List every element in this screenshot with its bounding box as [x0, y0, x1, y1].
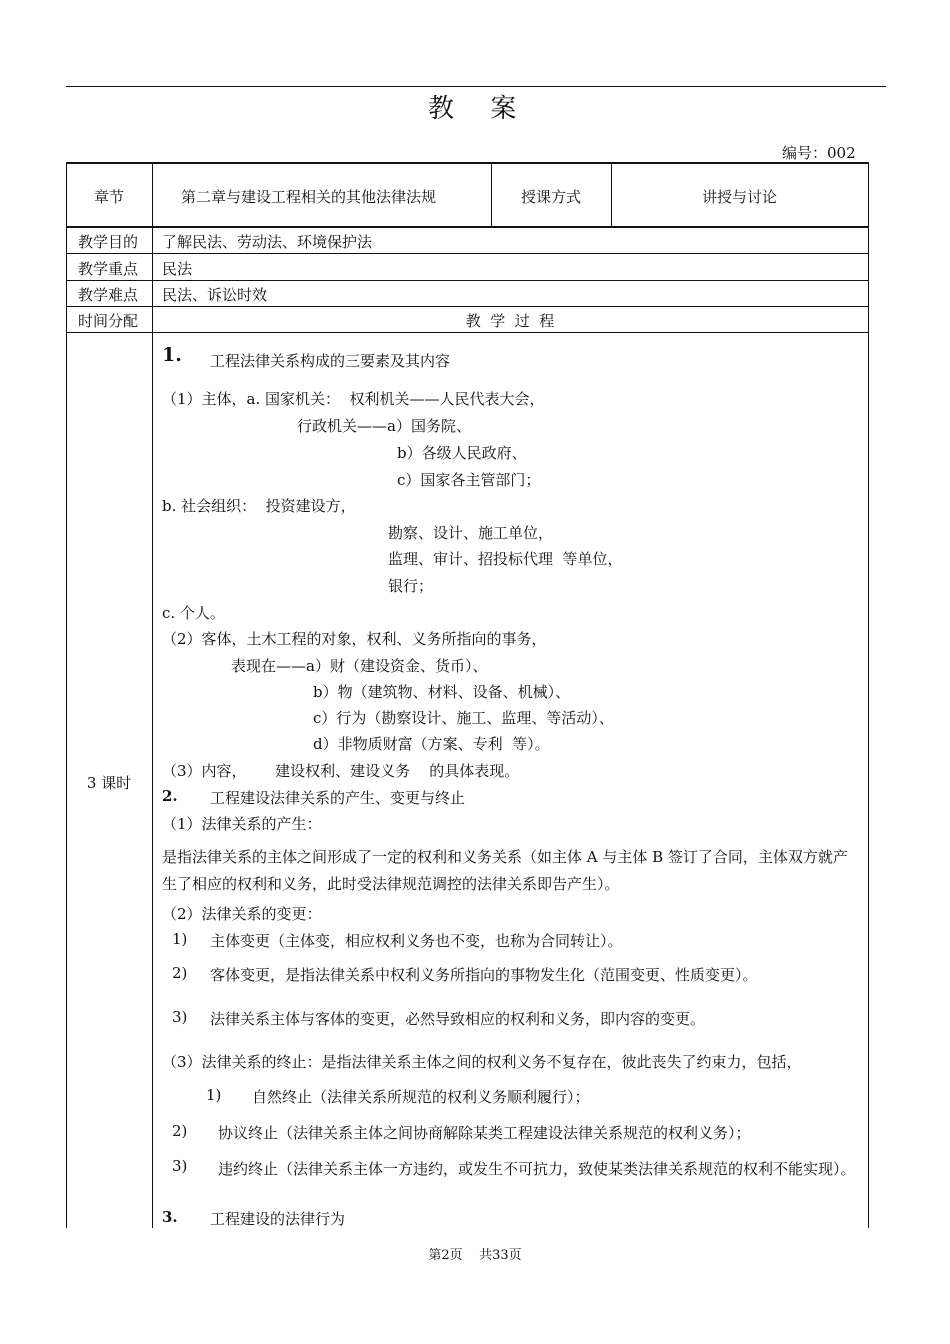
- paragraph: 是指法律关系的主体之间形成了一定的权利和义务关系（如主体 A 与主体 B 签订了合同，主体双方就产生了相应的权利和义务，此时受法律规范调控的法律关系即告产生）。: [162, 848, 848, 893]
- text-line: （2）法律关系的变更：: [162, 905, 322, 923]
- section-1-title: 工程法律关系构成的三要素及其内容: [210, 352, 451, 370]
- list-number: 3): [172, 1157, 188, 1175]
- text-line: 勘察、设计、施工单位，: [388, 524, 554, 542]
- text-line: 银行；: [388, 577, 434, 595]
- text-line: （1）主体，a. 国家机关： 权利机关——人民代表大会，: [162, 390, 545, 408]
- method-value: 讲授与讨论: [701, 188, 777, 206]
- table-rule: [66, 253, 869, 254]
- section-2-number: 2.: [162, 787, 178, 805]
- row-value-focus: 民法: [162, 260, 193, 278]
- table-rule: [66, 306, 869, 307]
- table-rule: [66, 226, 869, 228]
- time-allocation: 3 课时: [86, 774, 132, 792]
- text-line: c）国家各主管部门；: [397, 471, 541, 489]
- row-label-difficulty: 教学难点: [78, 286, 139, 304]
- text-line: （3）法律关系的终止：是指法律关系主体之间的权利义务不复存在，彼此丧失了约束力，包括，: [162, 1053, 802, 1071]
- text-line: （2）客体，土木工程的对象，权利、义务所指向的事务，: [162, 630, 547, 648]
- text-line: d）非物质财富（方案、专利 等）。: [313, 735, 550, 753]
- table-rule: [66, 280, 869, 281]
- table-border-left: [66, 162, 67, 1228]
- list-item: 违约终止（法律关系主体一方违约，或发生不可抗力，致使某类法律关系规范的权利不能实现）。: [218, 1160, 856, 1178]
- page-title: 教 案: [428, 94, 531, 124]
- text-line: c. 个人。: [162, 604, 225, 622]
- row-label-objective: 教学目的: [78, 233, 139, 251]
- top-rule: [66, 86, 886, 87]
- row-value-difficulty: 民法、诉讼时效: [162, 286, 268, 304]
- text-line: b）各级人民政府、: [397, 444, 527, 462]
- text-line: c）行为（勘察设计、施工、监理、等活动）、: [313, 709, 614, 727]
- text-line: b）物（建筑物、材料、设备、机械）、: [313, 683, 571, 701]
- page-footer: 第2页 共33页: [428, 1248, 522, 1263]
- list-item: 客体变更，是指法律关系中权利义务所指向的事物发生化（范围变更、性质变更）。: [210, 966, 758, 984]
- section-3-title: 工程建设的法律行为: [210, 1210, 346, 1228]
- list-number: 1): [172, 930, 188, 948]
- text-line: b. 社会组织： 投资建设方，: [162, 497, 356, 515]
- text-line: 行政机关——a）国务院、: [297, 417, 471, 435]
- table-border-right: [868, 162, 869, 1228]
- serial-number: 编号：002: [782, 144, 856, 162]
- row-value-objective: 了解民法、劳动法、环境保护法: [162, 233, 373, 251]
- row-label-time: 时间分配: [78, 312, 139, 330]
- method-label: 授课方式: [520, 188, 581, 206]
- table-border-top: [66, 162, 869, 164]
- section-1-number: 1.: [162, 344, 182, 366]
- text-line: （3）内容， 建设权利、建设义务 的具体表现。: [162, 762, 520, 780]
- text-line: （1）法律关系的产生：: [162, 815, 322, 833]
- section-3-number: 3.: [162, 1208, 178, 1226]
- list-item: 协议终止（法律关系主体之间协商解除某类工程建设法律关系规范的权利义务）；: [218, 1124, 751, 1142]
- text-line: 表现在——a）财（建设资金、货币）、: [231, 657, 488, 675]
- row-label-focus: 教学重点: [78, 260, 139, 278]
- list-number: 2): [172, 1122, 188, 1140]
- section-2-title: 工程建设法律关系的产生、变更与终止: [210, 789, 466, 807]
- chapter-label: 章节: [93, 188, 124, 206]
- chapter-value: 第二章与建设工程相关的其他法律法规: [181, 188, 437, 206]
- list-item: 自然终止（法律关系所规范的权利义务顺利履行）；: [252, 1088, 590, 1106]
- list-item: 主体变更（主体变，相应权利义务也不变，也称为合同转让）。: [210, 932, 623, 950]
- table-rule: [66, 332, 869, 333]
- list-number: 3): [172, 1008, 188, 1026]
- row-value-process: 教 学 过 程: [465, 312, 555, 330]
- text-line: 监理、审计、招投标代理 等单位，: [388, 550, 623, 568]
- list-number: 1): [206, 1086, 222, 1104]
- list-item: 法律关系主体与客体的变更，必然导致相应的权利和义务，即内容的变更。: [210, 1010, 706, 1028]
- list-number: 2): [172, 964, 188, 982]
